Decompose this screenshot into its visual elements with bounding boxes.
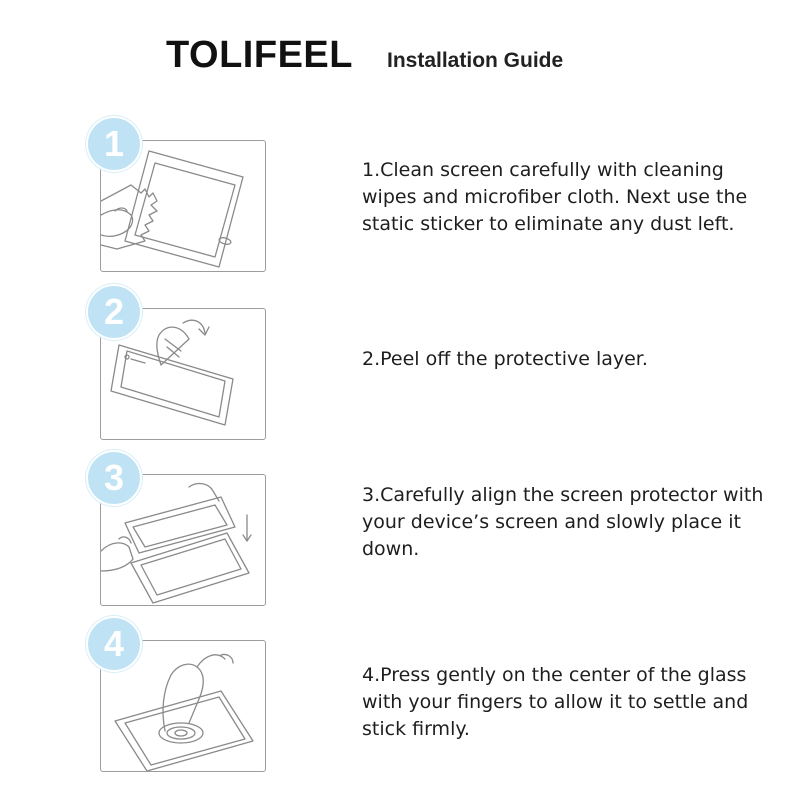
step-number: 3 — [103, 457, 125, 498]
header — [0, 30, 800, 90]
step-4 — [0, 612, 800, 762]
step-1 — [0, 112, 800, 262]
step-number-badge — [86, 616, 142, 672]
step-instruction: 1.Clean screen carefully with cleaning wipes and microfiber cloth. Next use the static sticker to eliminate any dust left. — [362, 159, 748, 235]
step-number: 1 — [103, 123, 125, 164]
step-instruction: 2.Peel off the protective layer. — [362, 348, 648, 370]
step-number-badge — [86, 116, 142, 172]
step-number: 2 — [103, 291, 125, 332]
step-number-badge — [86, 284, 142, 340]
step-number-badge — [86, 450, 142, 506]
step-number: 4 — [103, 623, 125, 664]
step-3 — [0, 448, 800, 598]
step-instruction: 4.Press gently on the center of the glass with your fingers to allow it to settle and stick firmly. — [362, 664, 749, 740]
step-2 — [0, 282, 800, 432]
brand-name: TOLIFEEL — [166, 34, 353, 76]
step-instruction: 3.Carefully align the screen protector with your device’s screen and slowly place it down. — [362, 484, 764, 560]
guide-title: Installation Guide — [387, 49, 564, 72]
